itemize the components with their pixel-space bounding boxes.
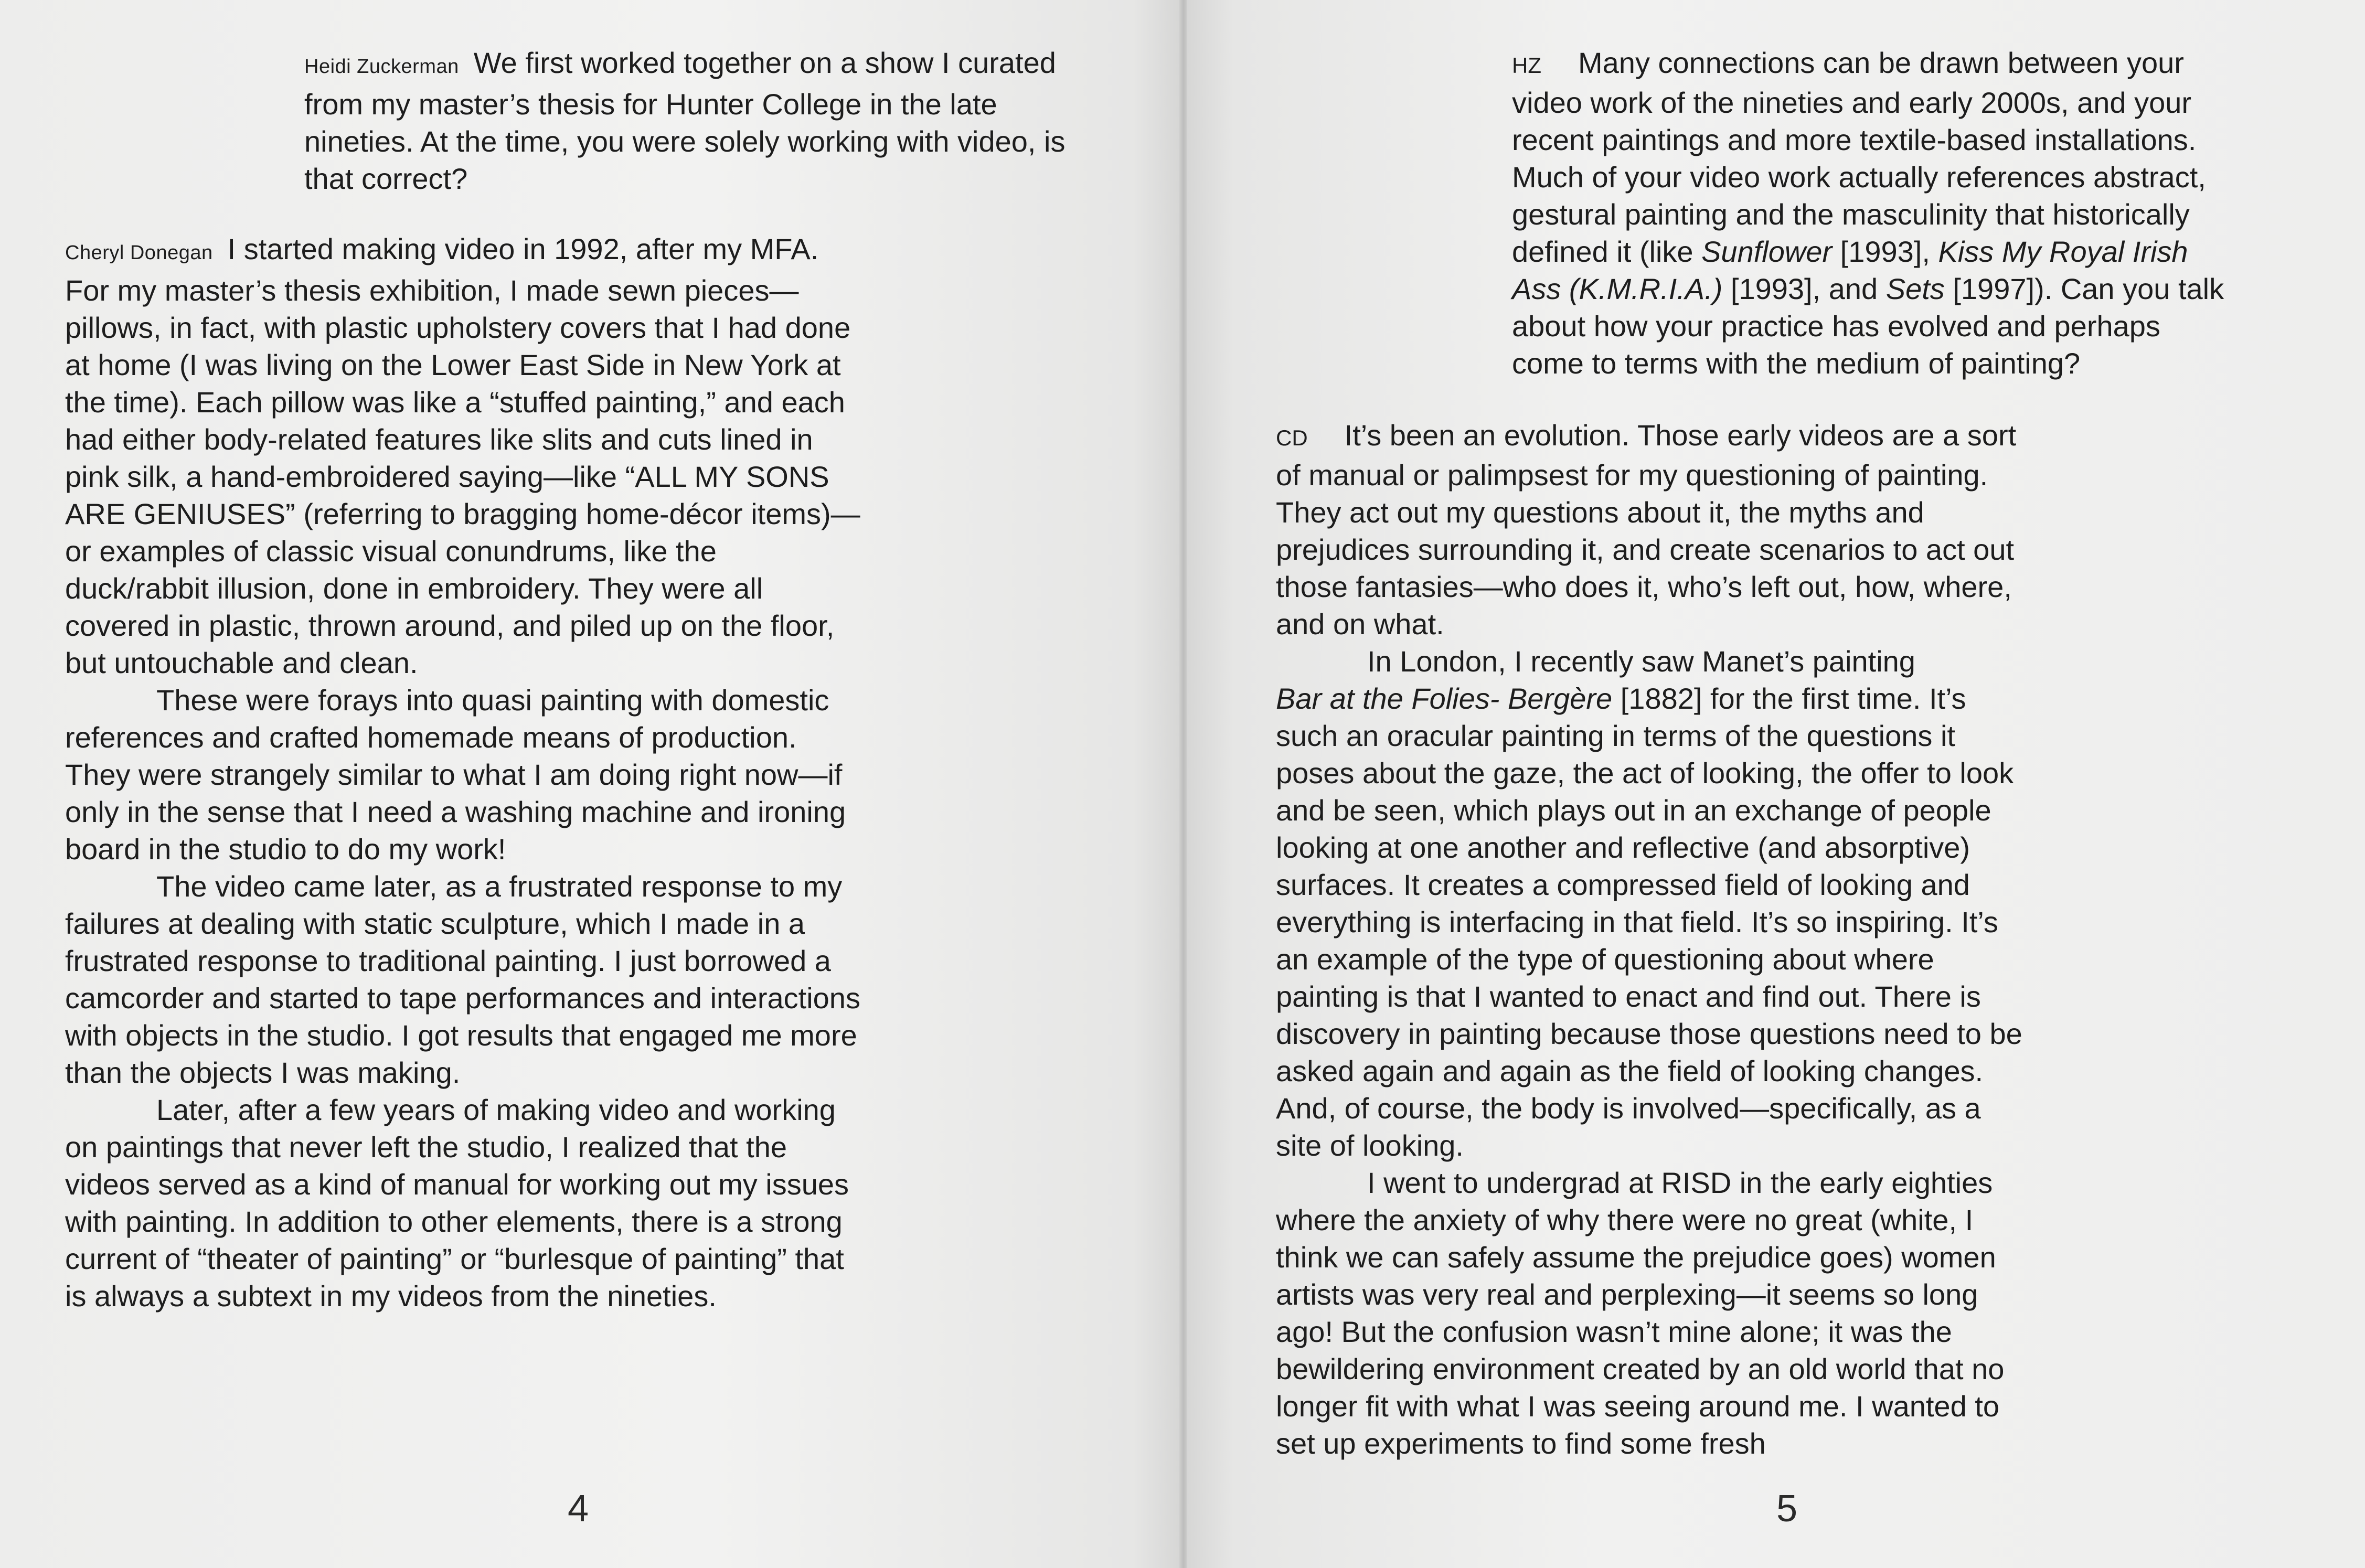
body-paragraph: The video came later, as a frustrated response to my failures at dealing with static sculpture, which I made in a frustrated response to traditional painting. I just borrowed a camcorder and started to tape performances and interactions with objects in the studio. I got results that engaged me more than the objects I was making. <box>65 870 860 1089</box>
speaker-name: Heidi Zuckerman <box>304 56 459 78</box>
answer-text: I started making video in 1992, after my MFA. For my master’s thesis exhibition, I made sewn pieces—pillows, in fact, with plastic upholstery covers that I had done at home (I was living on the Lower East Side in New York at the time). Each pillow was like a “stuffed painting,” and each had either body-related features like slits and cuts lined in pink silk, a hand-embroidered saying—like “ALL MY SONS ARE GENIUSES” (referring to bragging home-décor items)—or examples of classic visual conundrums, like the duck/rabbit illusion, done in embroidery. They were all covered in plastic, thrown around, and piled up on the floor, but untouchable and clean. <box>65 232 860 679</box>
question-text: [1997]). Can you talk about how your practice has evolved and perhaps come to terms with the medium of painting? <box>1512 272 2224 380</box>
body-paragraph: In London, I recently saw Manet’s painting Bar at the Folies- Bergère [1882] for the first time. It’s such an oracular painting in terms of the questions it poses about the gaze, the act of looking, the offer to look and be seen, which plays out in an exchange of people looking at one another and reflective (and absorptive) surfaces. It creates a compressed field of looking and everything is interfacing in that field. It’s so inspiring. It’s an example of the type of questioning about where painting is that I wanted to enact and find out. There is discovery in painting because those questions need to be asked again and again as the field of looking changes. And, of course, the body is involved—specifically, as a site of looking. <box>1276 645 2022 1162</box>
answer-paragraph <box>1276 417 2026 643</box>
left-paragraph-1 <box>304 44 1107 197</box>
artwork-title: Bar at the Folies- Bergère <box>1276 682 1613 715</box>
left-body-column <box>65 230 862 1315</box>
question-text: Many connections can be drawn between your video work of the nineties and early 2000s, and your recent paintings and more textile-based installations. Much of your video work actually references abstract, gestural painting and the masculinity that historically defined it (like <box>1512 46 2206 268</box>
left-page <box>0 0 1180 1568</box>
artwork-title: Sunflower <box>1701 235 1833 268</box>
speaker-name: Cheryl Donegan <box>65 242 213 264</box>
body-paragraph: These were forays into quasi painting with domestic references and crafted homemade means of production. They were strangely similar to what I am doing right now—if only in the sense that I need a washing machine and ironing board in the studio to do my work! <box>65 684 846 866</box>
page-number: 5 <box>1776 1488 1798 1530</box>
answer-text: It’s been an evolution. Those early videos are a sort of manual or palimpsest for my questioning of painting. They act out my questions about it, the myths and prejudices surrounding it, and create scenarios to act out those fantasies—who does it, who’s left out, how, where, and on what. <box>1276 419 2017 641</box>
question-text: [1993], <box>1832 235 1938 268</box>
question-text: We first worked together on a show I curated from my master’s thesis for Hunter College in the late nineties. At the time, you were solely working with video, is that correct? <box>304 46 1066 195</box>
right-paragraph-1 <box>1512 44 2341 382</box>
artwork-title: Kiss My Royal Irish Ass (K.M.R.I.A.) <box>1512 235 2188 305</box>
right-page <box>1187 0 2365 1568</box>
right-body-column <box>1276 417 2026 1462</box>
question-text: [1993], and <box>1722 272 1886 305</box>
answer-paragraph <box>65 230 862 681</box>
speaker-initials: HZ <box>1512 53 1541 78</box>
speaker-initials: CD <box>1276 425 1308 450</box>
show-through-text <box>157 47 168 84</box>
artwork-title: Sets <box>1885 272 1945 305</box>
body-paragraph: Later, after a few years of making video and working on paintings that never left the studio, I realized that the videos served as a kind of manual for working out my issues with painting. In addition to other elements, there is a strong current of “theater of painting” or “burlesque of painting” that is always a subtext in my videos from the nineties. <box>65 1093 849 1313</box>
page-number: 4 <box>568 1488 589 1530</box>
body-paragraph: I went to undergrad at RISD in the early eighties where the anxiety of why there were no great (white, I think we can safely assume the prejudice goes) women artists was very real and perplexing—it seems so long ago! But the confusion wasn’t mine alone; it was the bewildering environment created by an old world that no longer fit with what I was seeing around me. I wanted to set up experiments to find some fresh <box>1276 1166 2005 1460</box>
